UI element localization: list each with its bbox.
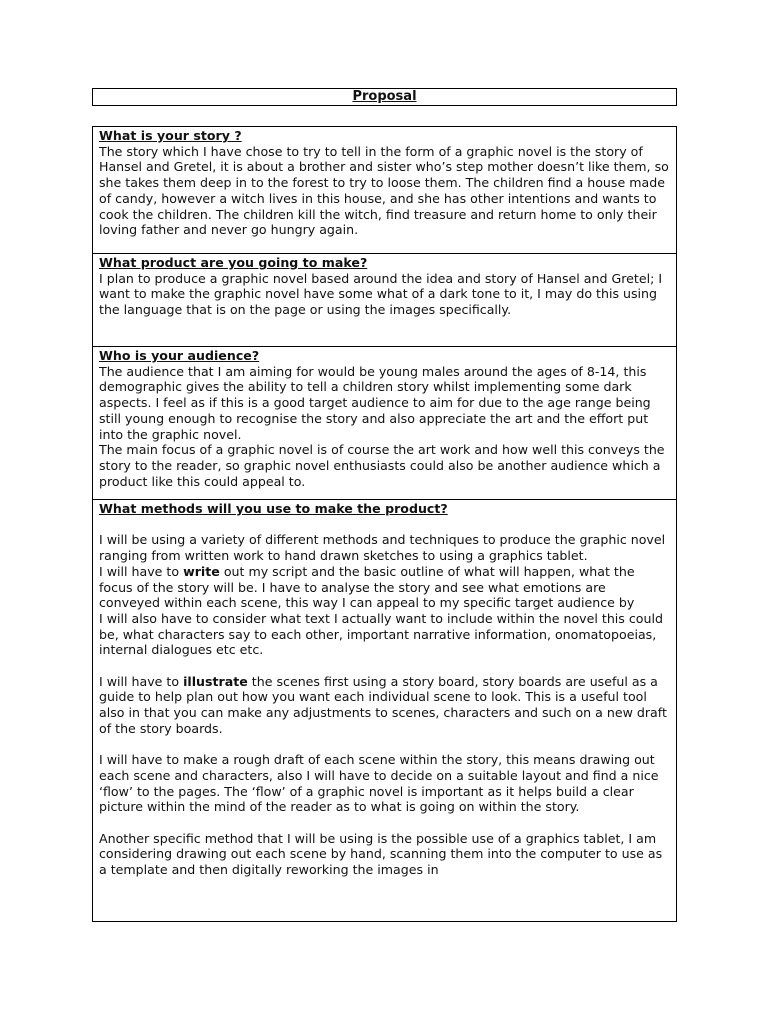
- section-heading: What is your story ?: [99, 128, 242, 143]
- section-methods: [93, 499, 676, 921]
- section-paragraph: The audience that I am aiming for would be young males around the ages of 8-14, this demographic gives the ability to tell a children story whilst implementing some dark aspects. I feel as if this is a good target audience to aim for due to the age range being still young enough to recognise the story and also appreciate the art and the effort put into the graphic novel.: [99, 363, 651, 442]
- spacer: [99, 517, 670, 533]
- text-run: I will have to: [99, 673, 184, 689]
- keyword-write: write: [183, 563, 220, 579]
- section-story: [93, 127, 676, 253]
- text-run: the scenes first using a story board, story boards are useful as a guide to help plan out how you want each individual scene to look. This is a useful tool also in that you can make any adjustments to scenes, characters and such on a new draft of the story boards.: [99, 673, 667, 736]
- section-heading: Who is your audience?: [99, 348, 260, 363]
- section-audience: [93, 346, 676, 499]
- section-heading: What product are you going to make?: [99, 255, 368, 270]
- spacer: [99, 737, 670, 753]
- section-paragraph: [99, 674, 670, 737]
- proposal-title-box: [92, 88, 677, 106]
- section-paragraph: Another specific method that I will be using is the possible use of a graphics tablet, I am considering drawing out each scene by hand, scanning them into the computer to use as a template and then digitally reworking the images in: [99, 830, 663, 878]
- section-heading: What methods will you use to make the product?: [99, 501, 448, 516]
- text-run: out my script and the basic outline of what will happen, what the focus of the story will be. I have to analyse the story and see what emotions are conveyed within each scene, this way I can appeal to my specific target audience by: [99, 563, 635, 611]
- section-paragraph: I will be using a variety of different methods and techniques to produce the graphic novel ranging from written work to hand drawn sketches to using a graphics tablet.: [99, 532, 666, 564]
- text-run: I will have to: [99, 563, 184, 579]
- proposal-table: [92, 126, 677, 922]
- section-product: [93, 253, 676, 346]
- section-paragraph: The story which I have chose to try to tell in the form of a graphic novel is the story of Hansel and Gretel, it is about a brother and sister who’s step mother doesn’t like them, so she takes them deep in to the forest to try to loose them. The children find a house made of candy, however a witch lives in this house, and she has other intentions and wants to cook the children. The children kill the witch, find treasure and return home to only their loving father and never go hungry again.: [99, 143, 669, 238]
- section-paragraph: I will have to make a rough draft of each scene within the story, this means drawing out each scene and characters, also I will have to decide on a suitable layout and find a nice ‘flow’ to the pages. The ‘flow’ of a graphic novel is important as it helps build a clear picture within the mind of the reader as to what is going on within the story.: [99, 752, 659, 815]
- section-paragraph: I plan to produce a graphic novel based around the idea and story of Hansel and Gretel; I want to make the graphic novel have some what of a dark tone to it, I may do this using the language that is on the page or using the images specifically.: [99, 270, 663, 318]
- section-paragraph: I will also have to consider what text I actually want to include within the novel this could be, what characters say to each other, important narrative information, onomatopoeias, internal dialogues etc etc.: [99, 610, 663, 658]
- keyword-illustrate: illustrate: [183, 673, 248, 689]
- section-paragraph: The main focus of a graphic novel is of course the art work and how well this conveys the story to the reader, so graphic novel enthusiasts could also be another audience which a product like this could appeal to.: [99, 442, 665, 489]
- spacer: [99, 815, 670, 831]
- section-paragraph: [99, 564, 670, 611]
- page-title: Proposal: [352, 89, 417, 104]
- spacer: [99, 658, 670, 674]
